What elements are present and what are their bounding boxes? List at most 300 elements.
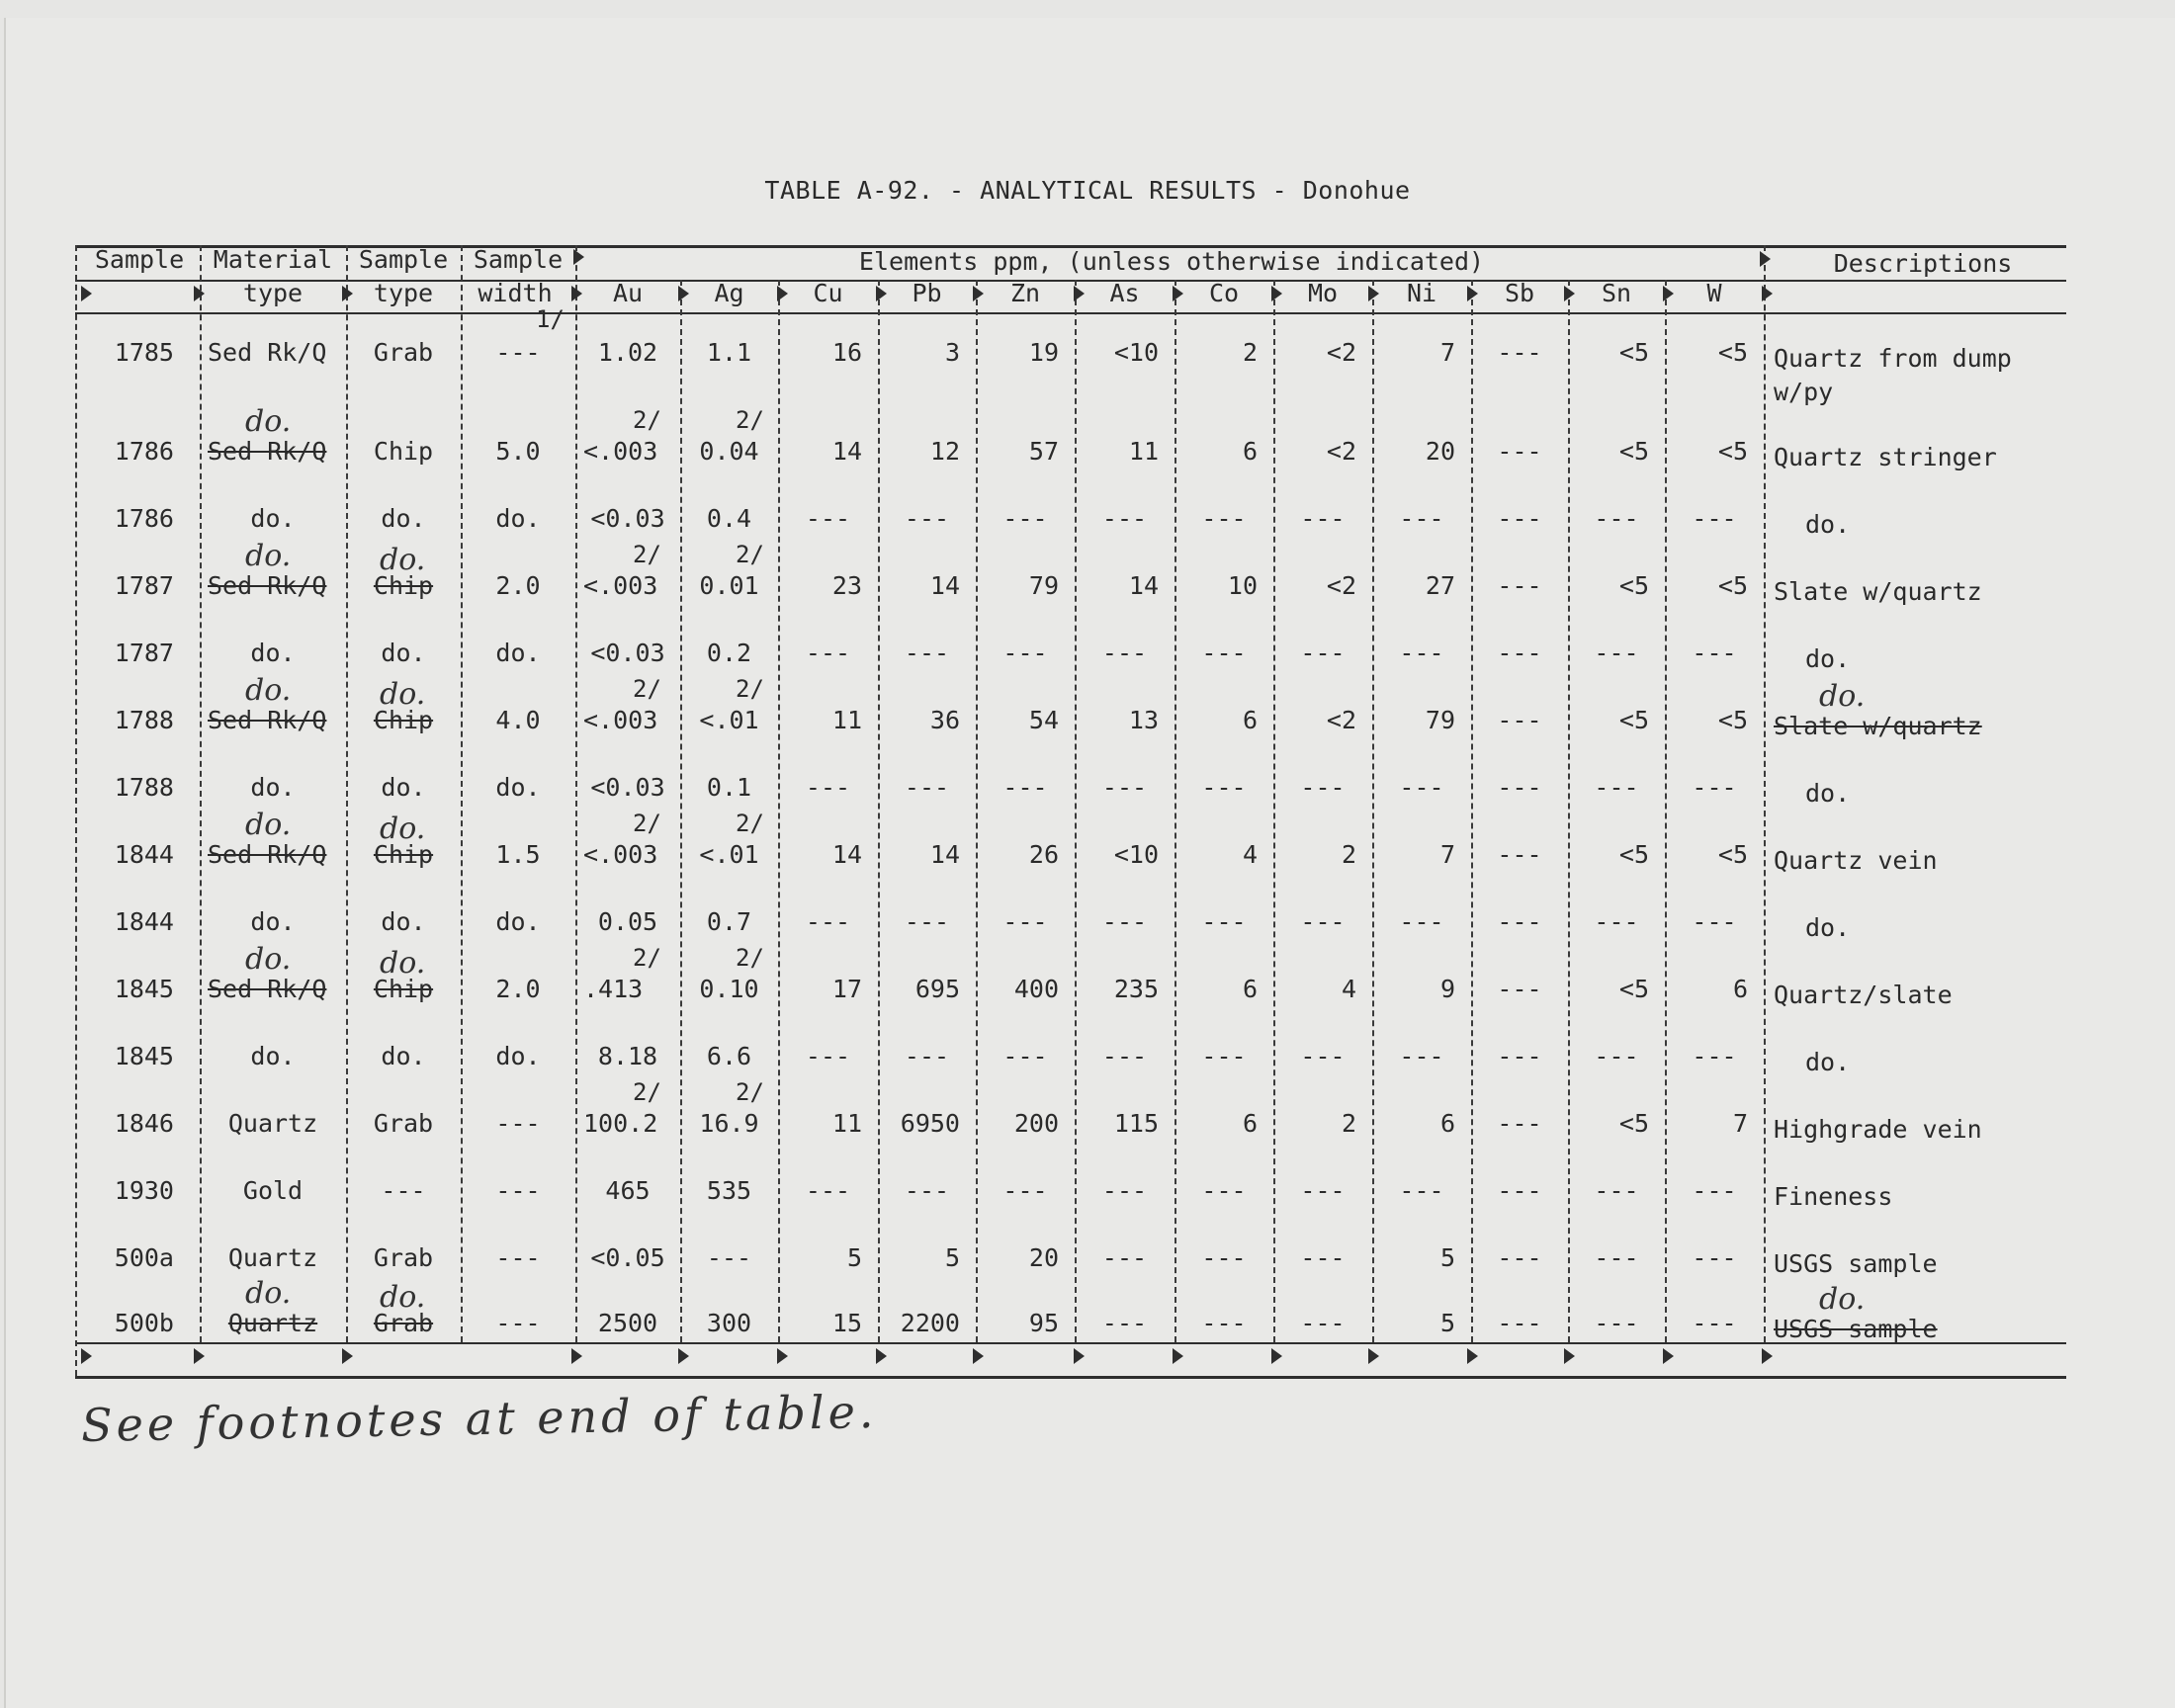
value-sb: --- [1497,1109,1542,1138]
handwritten-ditto: do. [380,1280,426,1315]
au-footnote-marker: 2/ [633,1078,661,1106]
value-sb: --- [1497,571,1542,600]
sample-description: do. [1805,913,1851,942]
sample-type: Chip [373,840,434,869]
material-type: Sed Rk/Q [208,975,327,1003]
value-co: 6 [1242,437,1258,466]
value-pb: --- [904,504,950,533]
value-pb: 5 [944,1243,960,1272]
sample-description: Fineness [1774,1182,1893,1211]
value-w: <5 [1717,840,1748,869]
value-mo: <2 [1326,338,1356,367]
header-material-type: Material [213,245,333,274]
value-pb: 12 [929,437,960,466]
value-mo: 4 [1341,975,1356,1003]
header-sample-type: Sample [358,245,449,274]
value-cu: 15 [831,1309,862,1337]
value-zn: 400 [1013,975,1059,1003]
sample-width: 4.0 [495,706,541,734]
value-mo: --- [1300,1309,1346,1337]
sample-type: Grab [373,1243,434,1272]
value-w: <5 [1717,571,1748,600]
sample-width: --- [495,1309,541,1337]
sample-id: 1785 [114,338,174,367]
value-ni: 5 [1439,1309,1455,1337]
ag-footnote-marker: 2/ [736,944,764,972]
column-marker-icon [1173,1348,1183,1364]
material-type: Quartz [227,1309,318,1337]
column-rule [1764,245,1766,1342]
value-mo: 2 [1341,840,1356,869]
value-sb: --- [1497,437,1542,466]
header-sample-type: type [373,279,434,307]
sample-width: do. [495,773,541,802]
value-ag: <.01 [699,706,759,734]
value-zn: --- [1002,773,1048,802]
value-ni: 27 [1425,571,1455,600]
handwritten-ditto: do. [380,543,426,577]
sample-width: 1.5 [495,840,541,869]
header-sample: Sample [94,245,185,274]
value-w: 6 [1732,975,1748,1003]
sample-description: Quartz from dump [1774,344,2012,373]
value-ni: 5 [1439,1243,1455,1272]
material-type: Sed Rk/Q [208,706,327,734]
value-co: 6 [1242,975,1258,1003]
value-au: <.003 [583,840,658,869]
value-mo: 2 [1341,1109,1356,1138]
sample-description: Quartz stringer [1774,443,1997,471]
value-as: --- [1101,504,1148,533]
value-ni: --- [1399,1042,1444,1070]
value-ag: 0.04 [699,437,759,466]
value-cu: 23 [831,571,862,600]
value-mo: --- [1300,504,1346,533]
value-as: <10 [1113,338,1159,367]
value-as: --- [1101,1176,1148,1205]
value-mo: <2 [1326,437,1356,466]
ag-footnote-marker: 2/ [736,675,764,703]
column-marker-icon [1762,1348,1773,1364]
value-pb: 2200 [900,1309,960,1337]
column-marker-icon [194,1348,205,1364]
value-co: --- [1201,504,1247,533]
handwritten-ditto: do. [380,677,426,712]
value-zn: --- [1002,504,1048,533]
value-zn: 20 [1028,1243,1059,1272]
material-type: do. [250,639,296,667]
value-co: 2 [1242,338,1258,367]
column-marker-icon [342,1348,353,1364]
value-sn: --- [1594,1042,1639,1070]
column-marker-icon [1368,1348,1379,1364]
value-zn: --- [1002,907,1048,936]
value-w: --- [1692,1243,1737,1272]
sample-type: --- [381,1176,426,1205]
value-pb: 14 [929,571,960,600]
value-mo: --- [1300,1243,1346,1272]
sample-width: --- [495,1176,541,1205]
material-type: Sed Rk/Q [208,338,327,367]
header-element-au: Au [612,279,644,307]
value-cu: --- [805,639,851,667]
sample-width: 2.0 [495,571,541,600]
value-ag: 0.7 [706,907,752,936]
sample-id: 500a [114,1243,174,1272]
value-sb: --- [1497,1176,1542,1205]
column-marker-icon [1467,1348,1478,1364]
value-ni: 6 [1439,1109,1455,1138]
sample-type: Grab [373,338,434,367]
sample-id: 1844 [114,840,174,869]
header-elements: Elements ppm, (unless otherwise indicated) [858,247,1485,276]
value-co: --- [1201,1243,1247,1272]
sample-description: Quartz vein [1774,846,1938,875]
sample-type: do. [381,1042,426,1070]
value-sn: <5 [1618,571,1649,600]
column-marker-icon [1271,1348,1282,1364]
value-ag: 0.4 [706,504,752,533]
value-pb: --- [904,907,950,936]
handwritten-ditto: do. [245,808,292,842]
value-ni: 9 [1439,975,1455,1003]
value-pb: 14 [929,840,960,869]
sample-id: 1845 [114,975,174,1003]
value-au: <0.03 [590,639,665,667]
handwritten-ditto: do. [245,673,292,708]
value-zn: 79 [1028,571,1059,600]
value-pb: 36 [929,706,960,734]
value-ni: --- [1399,773,1444,802]
value-mo: --- [1300,1176,1346,1205]
sample-description: Highgrade vein [1774,1115,1982,1144]
sample-id: 1788 [114,706,174,734]
value-sb: --- [1497,773,1542,802]
value-as: --- [1101,639,1148,667]
column-marker-icon [678,1348,689,1364]
value-au: 1.02 [597,338,658,367]
value-zn: 57 [1028,437,1059,466]
value-as: --- [1101,1243,1148,1272]
sample-id: 1844 [114,907,174,936]
value-sn: <5 [1618,706,1649,734]
value-zn: 95 [1028,1309,1059,1337]
value-mo: --- [1300,907,1346,936]
header-element-ni: Ni [1406,279,1437,307]
sample-type: do. [381,504,426,533]
handwritten-ditto: do. [1819,679,1866,714]
value-sb: --- [1497,1243,1542,1272]
sample-id: 1788 [114,773,174,802]
handwritten-ditto: do. [1819,1282,1866,1317]
value-sb: --- [1497,975,1542,1003]
sample-description: USGS sample [1774,1315,1938,1343]
sample-type: do. [381,639,426,667]
ag-footnote-marker: 2/ [736,541,764,568]
au-footnote-marker: 2/ [633,810,661,837]
value-pb: --- [904,1176,950,1205]
value-au: 465 [605,1176,651,1205]
sample-width: 2.0 [495,975,541,1003]
column-marker-icon [81,286,92,301]
header-element-sb: Sb [1504,279,1535,307]
column-marker-icon [1663,1348,1674,1364]
value-as: <10 [1113,840,1159,869]
sample-description: do. [1805,510,1851,539]
sample-description: do. [1805,1048,1851,1076]
value-co: 10 [1227,571,1258,600]
sample-width: do. [495,907,541,936]
column-marker-icon [1760,251,1771,267]
header-sample-width: width [478,279,553,307]
value-as: 13 [1128,706,1159,734]
value-zn: 200 [1013,1109,1059,1138]
header-element-co: Co [1208,279,1240,307]
value-w: --- [1692,907,1737,936]
material-type: Gold [242,1176,304,1205]
sample-width: --- [495,338,541,367]
value-w: 7 [1732,1109,1748,1138]
sample-type: Chip [373,571,434,600]
value-w: --- [1692,1309,1737,1337]
value-co: 4 [1242,840,1258,869]
value-sb: --- [1497,338,1542,367]
value-zn: --- [1002,1176,1048,1205]
value-au: <0.03 [590,773,665,802]
value-co: --- [1201,907,1247,936]
handwritten-footnote-note: See footnotes at end of table. [80,1384,878,1453]
value-ag: 0.10 [699,975,759,1003]
table-title: TABLE A-92. - ANALYTICAL RESULTS - Donohue [764,176,1411,205]
value-sb: --- [1497,840,1542,869]
sample-type: Chip [373,706,434,734]
sample-width: --- [495,1243,541,1272]
sample-type: Chip [373,975,434,1003]
sample-type: do. [381,773,426,802]
ag-footnote-marker: 2/ [736,1078,764,1106]
value-sn: --- [1594,1309,1639,1337]
column-marker-icon [571,1348,582,1364]
sample-width: 5.0 [495,437,541,466]
header-element-ag: Ag [714,279,744,307]
value-sn: <5 [1618,437,1649,466]
value-au: 0.05 [597,907,658,936]
value-au: <.003 [583,437,658,466]
handwritten-ditto: do. [380,946,426,981]
value-pb: --- [904,773,950,802]
value-as: --- [1101,1309,1148,1337]
value-au: <0.05 [590,1243,665,1272]
sample-type: Grab [373,1309,434,1337]
value-as: 11 [1128,437,1159,466]
value-zn: --- [1002,1042,1048,1070]
value-ag: 535 [706,1176,752,1205]
material-type: Sed Rk/Q [208,437,327,466]
header-element-sn: Sn [1601,279,1632,307]
value-as: --- [1101,907,1148,936]
sample-description: do. [1805,644,1851,673]
column-marker-icon [1564,1348,1575,1364]
value-w: <5 [1717,437,1748,466]
value-au: 100.2 [583,1109,658,1138]
value-w: --- [1692,504,1737,533]
sample-id: 1787 [114,571,174,600]
value-au: 2500 [597,1309,658,1337]
value-as: 115 [1113,1109,1159,1138]
column-marker-icon [876,1348,887,1364]
value-pb: 6950 [900,1109,960,1138]
value-pb: 3 [944,338,960,367]
value-sn: <5 [1618,1109,1649,1138]
value-ni: 7 [1439,840,1455,869]
value-au: 8.18 [597,1042,658,1070]
header-material-type: type [242,279,304,307]
value-ag: 6.6 [706,1042,752,1070]
column-marker-icon [973,1348,984,1364]
material-type: do. [250,907,296,936]
width-footnote-marker: 1/ [536,305,565,333]
value-cu: 16 [831,338,862,367]
column-marker-icon [777,1348,788,1364]
value-sn: --- [1594,639,1639,667]
value-sb: --- [1497,1042,1542,1070]
table-rule [75,1342,2066,1344]
header-element-cu: Cu [813,279,843,307]
sample-description: Slate w/quartz [1774,712,1982,740]
value-zn: --- [1002,639,1048,667]
handwritten-ditto: do. [380,811,426,846]
value-mo: <2 [1326,571,1356,600]
value-zn: 19 [1028,338,1059,367]
value-cu: 11 [831,1109,862,1138]
header-element-as: As [1109,279,1140,307]
value-sn: --- [1594,1243,1639,1272]
value-cu: 5 [846,1243,862,1272]
value-au: <0.03 [590,504,665,533]
value-sn: <5 [1618,840,1649,869]
sample-id: 1786 [114,504,174,533]
value-pb: 695 [914,975,960,1003]
value-as: 14 [1128,571,1159,600]
value-pb: --- [904,1042,950,1070]
value-sn: --- [1594,907,1639,936]
value-co: --- [1201,1042,1247,1070]
value-zn: 26 [1028,840,1059,869]
value-w: --- [1692,639,1737,667]
header-element-mo: Mo [1307,279,1339,307]
handwritten-ditto: do. [245,1276,292,1311]
value-w: <5 [1717,706,1748,734]
value-cu: --- [805,773,851,802]
value-ag: 300 [706,1309,752,1337]
sample-id: 1930 [114,1176,174,1205]
value-ni: 79 [1425,706,1455,734]
value-mo: <2 [1326,706,1356,734]
table-rule [75,1376,2066,1379]
value-ni: 20 [1425,437,1455,466]
sample-type: Grab [373,1109,434,1138]
value-au: <.003 [583,571,658,600]
value-ag: 0.2 [706,639,752,667]
value-ag: <.01 [699,840,759,869]
value-sn: <5 [1618,338,1649,367]
value-cu: 11 [831,706,862,734]
au-footnote-marker: 2/ [633,675,661,703]
value-co: 6 [1242,1109,1258,1138]
table-rule [75,312,2066,314]
value-zn: 54 [1028,706,1059,734]
value-as: --- [1101,773,1148,802]
sample-description: Slate w/quartz [1774,577,1982,606]
value-cu: --- [805,504,851,533]
value-co: --- [1201,1309,1247,1337]
value-ni: --- [1399,639,1444,667]
value-cu: --- [805,1176,851,1205]
ag-footnote-marker: 2/ [736,810,764,837]
material-type: do. [250,773,296,802]
material-type: Sed Rk/Q [208,571,327,600]
value-cu: --- [805,1042,851,1070]
value-cu: 14 [831,437,862,466]
value-w: --- [1692,1176,1737,1205]
sample-id: 500b [114,1309,174,1337]
header-descriptions: Descriptions [1833,249,2013,278]
value-ni: --- [1399,1176,1444,1205]
value-sb: --- [1497,504,1542,533]
sample-width: do. [495,1042,541,1070]
handwritten-ditto: do. [245,404,292,439]
ag-footnote-marker: 2/ [736,406,764,434]
sample-description: Quartz/slate [1774,981,1953,1009]
value-au: .413 [583,975,644,1003]
value-sb: --- [1497,907,1542,936]
value-as: --- [1101,1042,1148,1070]
value-mo: --- [1300,773,1346,802]
value-w: --- [1692,773,1737,802]
value-cu: --- [805,907,851,936]
value-sb: --- [1497,1309,1542,1337]
au-footnote-marker: 2/ [633,541,661,568]
value-pb: --- [904,639,950,667]
handwritten-ditto: do. [245,539,292,573]
sample-description: USGS sample [1774,1249,1938,1278]
sample-description: do. [1805,779,1851,808]
sample-id: 1846 [114,1109,174,1138]
value-au: <.003 [583,706,658,734]
column-rule [75,245,77,1376]
header-sample-width: Sample [473,245,564,274]
value-mo: --- [1300,639,1346,667]
value-sb: --- [1497,706,1542,734]
value-co: --- [1201,639,1247,667]
handwritten-ditto: do. [245,942,292,977]
value-ni: --- [1399,504,1444,533]
value-sn: --- [1594,773,1639,802]
value-co: --- [1201,1176,1247,1205]
sample-id: 1786 [114,437,174,466]
sample-description: w/py [1774,378,1834,406]
value-ni: --- [1399,907,1444,936]
value-as: 235 [1113,975,1159,1003]
material-type: Quartz [227,1109,318,1138]
value-co: --- [1201,773,1247,802]
sample-width: --- [495,1109,541,1138]
material-type: do. [250,504,296,533]
column-marker-icon [1074,1348,1085,1364]
value-sn: --- [1594,504,1639,533]
value-sn: <5 [1618,975,1649,1003]
header-element-w: W [1706,279,1722,307]
